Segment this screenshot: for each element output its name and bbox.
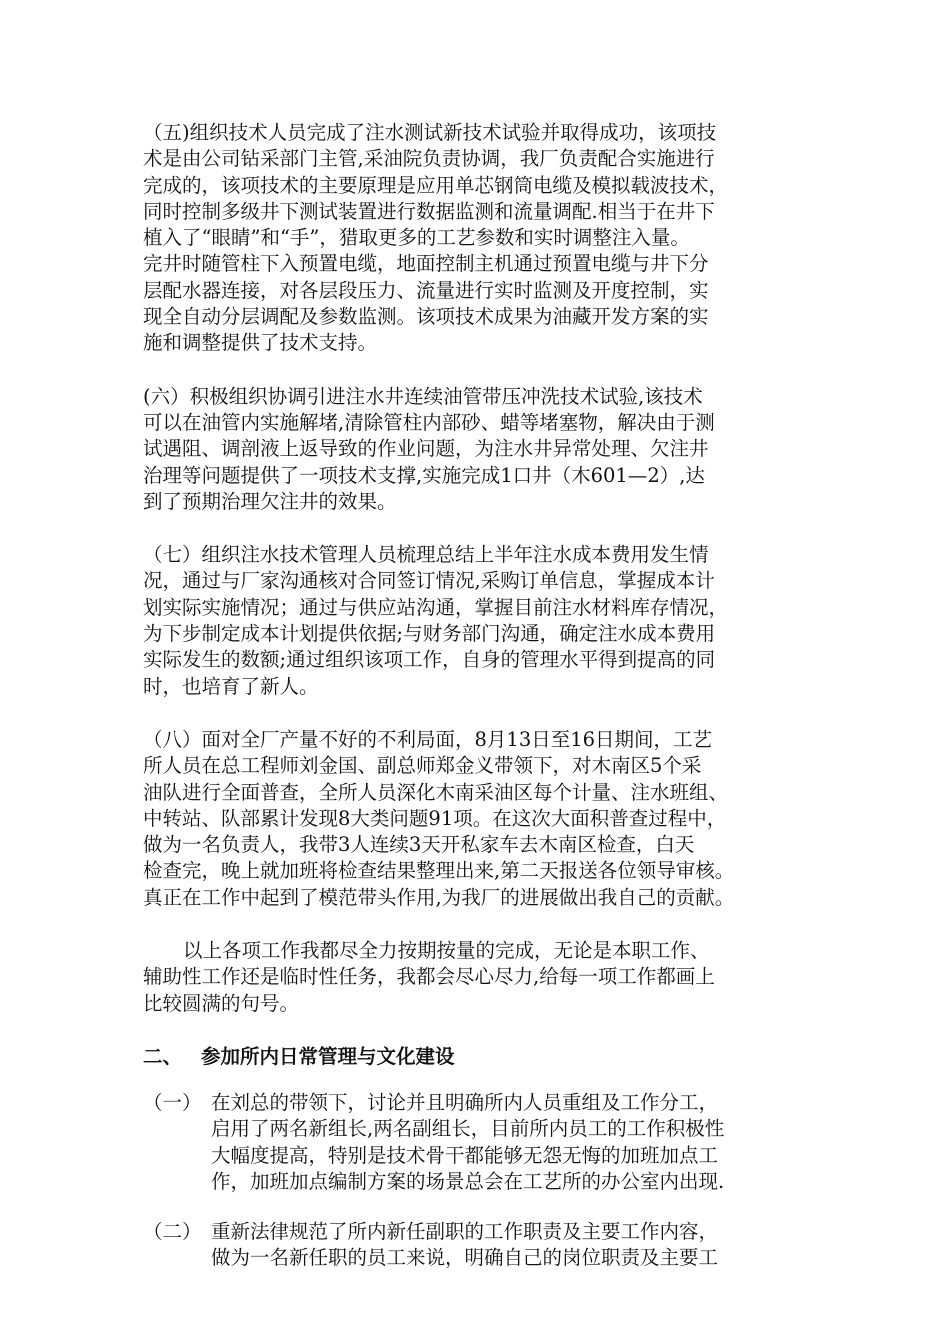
text-line: 可以在油管内实施解堵,清除管柱内部砂、蜡等堵塞物，解决由于测	[143, 410, 715, 434]
list-item	[143, 1090, 823, 1195]
text-line: 中转站、队部累计发现8大类问题91项。在这次大面积普查过程中，	[143, 806, 727, 830]
text-line: 层配水器连接，对各层段压力、流量进行实时监测及开度控制，实	[143, 278, 709, 302]
section-title: 参加所内日常管理与文化建设	[201, 1044, 455, 1068]
section-heading	[143, 1044, 823, 1070]
text-line: 以上各项工作我都尽全力按期按量的完成，无论是本职工作、	[183, 939, 710, 963]
text-line: 试遇阻、调剖液上返导致的作业问题，为注水井异常处理、欠注井	[143, 437, 709, 461]
list-item-label: （一）	[143, 1090, 202, 1114]
text-line: 实际发生的数额;通过组织该项工作，自身的管理水平得到提高的同	[143, 648, 716, 672]
text-line: 做为一名新任职的员工来说，明确自己的岗位职责及主要工	[211, 1246, 719, 1270]
text-line: 真正在工作中起到了模范带头作用,为我厂的进展做出我自己的贡献。	[143, 885, 735, 909]
text-line: 启用了两名新组长,两名副组长，目前所内员工的工作积极性	[211, 1117, 725, 1141]
text-line: 油队进行全面普查，全所人员深化木南采油区每个计量、注水班组、	[143, 780, 729, 804]
text-line: 植入了“眼睛”和“手”，猎取更多的工艺参数和实时调整注入量。	[143, 226, 690, 250]
text-line: （七）组织注水技术管理人员梳理总结上半年注水成本费用发生情	[143, 543, 709, 567]
text-line: 完井时随管柱下入预置电缆，地面控制主机通过预置电缆与井下分	[143, 252, 709, 276]
list-item	[143, 1219, 823, 1272]
text-line: 术是由公司钻采部门主管,采油院负责协调，我厂负责配合实施进行	[143, 147, 715, 171]
document-page	[143, 120, 823, 1296]
text-line: 完成的，该项技术的主要原理是应用单芯钢筒电缆及模拟载波技术，	[143, 173, 729, 197]
text-line: 为下步制定成本计划提供依据;与财务部门沟通，确定注水成本费用	[143, 622, 716, 646]
text-line: 在刘总的带领下，讨论并且明确所内人员重组及工作分工，	[211, 1090, 719, 1114]
text-line: 检查完，晚上就加班将检查结果整理出来,第二天报送各位领导审核。	[143, 859, 735, 883]
text-line: 大幅度提高，特别是技术骨干都能够无怨无悔的加班加点工	[211, 1143, 719, 1167]
paragraph-6	[143, 384, 823, 515]
text-line: 作，加班加点编制方案的场景总会在工艺所的办公室内出现.	[211, 1169, 725, 1193]
text-line: （八）面对全厂产量不好的不利局面，8月13日至16日期间，工艺	[143, 727, 713, 751]
text-line: 重新法律规范了所内新任副职的工作职责及主要工作内容，	[211, 1220, 719, 1244]
text-line: 到了预期治理欠注井的效果。	[143, 489, 397, 513]
text-line: 比较圆满的句号。	[143, 991, 300, 1015]
text-line: 时，也培育了新人。	[143, 674, 319, 698]
text-line: 辅助性工作还是临时性任务，我都会尽心尽力,给每一项工作都画上	[143, 965, 715, 989]
text-line: (六）积极组织协调引进注水井连续油管带压冲洗技术试验,该技术	[143, 384, 703, 408]
text-line: 况，通过与厂家沟通核对合同签订情况,采购订单信息，掌握成本计	[143, 569, 715, 593]
text-line: 施和调整提供了技术支持。	[143, 331, 378, 355]
paragraph-5	[143, 120, 823, 357]
text-line: 治理等问题提供了一项技术支撑,实施完成1口井（木601—2）,达	[143, 463, 705, 487]
text-line: 同时控制多级井下测试装置进行数据监测和流量调配.相当于在井下	[143, 199, 715, 223]
text-line: 做为一名负责人，我带3人连续3天开私家车去木南区检查，白天	[143, 833, 695, 857]
summary-paragraph	[143, 938, 823, 1017]
paragraph-7	[143, 542, 823, 700]
paragraph-8	[143, 727, 823, 911]
text-line: 现全自动分层调配及参数监测。该项技术成果为油藏开发方案的实	[143, 305, 709, 329]
text-line: 划实际实施情况；通过与供应站沟通，掌握目前注水材料库存情况，	[143, 595, 729, 619]
section-number: 二、	[143, 1044, 183, 1068]
text-line: 所人员在总工程师刘金国、副总师郑金义带领下，对木南区5个采	[143, 754, 702, 778]
text-line: （五)组织技术人员完成了注水测试新技术试验并取得成功，该项技	[143, 121, 717, 144]
list-item-label: （二）	[143, 1220, 202, 1244]
